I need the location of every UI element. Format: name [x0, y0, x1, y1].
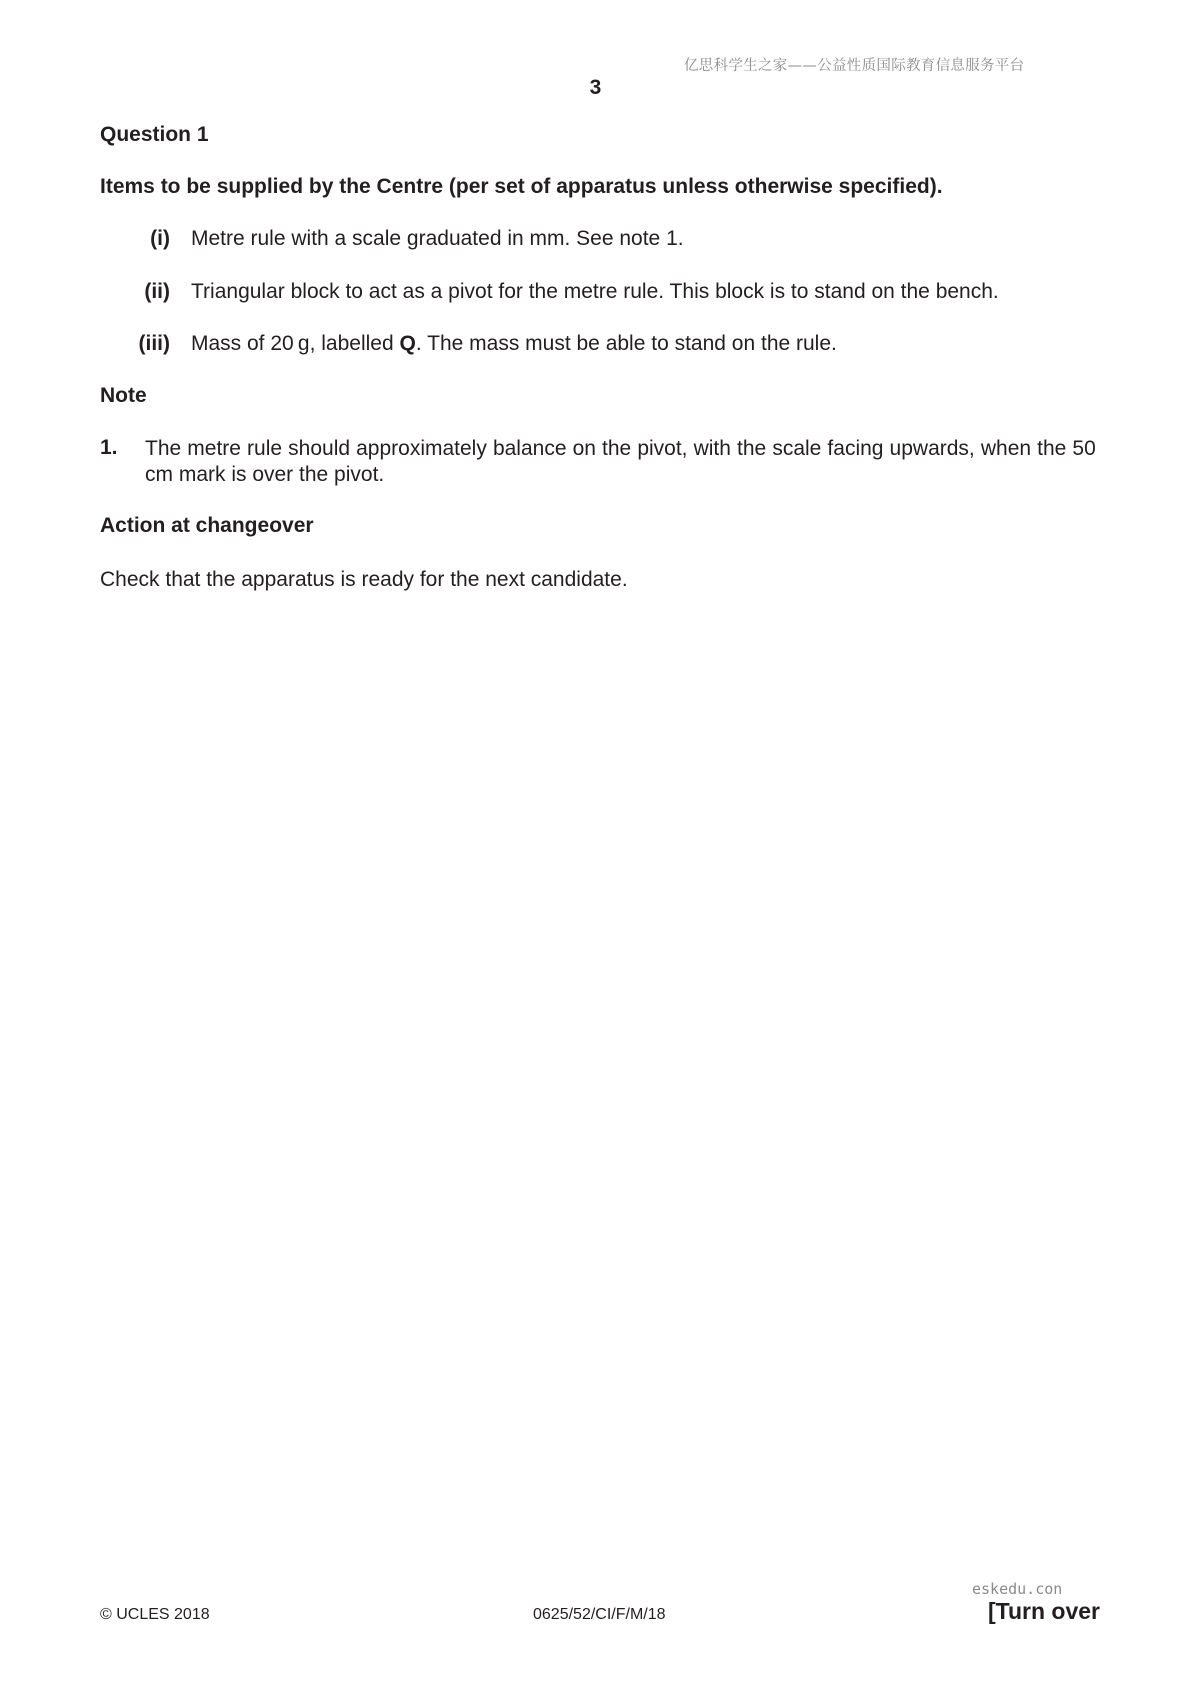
- item-text: Metre rule with a scale graduated in mm. See note 1.: [191, 227, 684, 250]
- watermark-bottom: eskedu.con: [972, 1580, 1063, 1598]
- changeover-heading: Action at changeover: [100, 514, 314, 537]
- note-heading: Note: [100, 384, 147, 407]
- item-text: [191, 332, 837, 356]
- item-number: (iii): [138, 332, 170, 355]
- note-number: 1.: [100, 436, 118, 459]
- item-number: (i): [150, 227, 170, 250]
- page-number: 3: [589, 76, 602, 99]
- changeover-text: Check that the apparatus is ready for the next candidate.: [100, 568, 628, 591]
- footer-copyright: © UCLES 2018: [100, 1606, 210, 1623]
- item-number: (ii): [144, 280, 170, 303]
- item-text-after: . The mass must be able to stand on the rule.: [415, 332, 837, 355]
- footer-paper-code: 0625/52/CI/F/M/18: [533, 1606, 666, 1623]
- mass-label-q: Q: [399, 332, 416, 355]
- item-text-before: Mass of 20 g, labelled: [191, 332, 400, 355]
- footer-turn-over: [Turn over: [987, 1598, 1100, 1624]
- question-title: Question 1: [100, 123, 209, 146]
- note-text: The metre rule should approximately balance on the pivot, with the scale facing upwards, when the 50 cm mark is over the pivot.: [145, 437, 1100, 486]
- items-heading: Items to be supplied by the Centre (per set of apparatus unless otherwise specified).: [100, 175, 943, 198]
- item-text: Triangular block to act as a pivot for the metre rule. This block is to stand on the bench.: [191, 280, 999, 303]
- watermark-top: 亿思科学生之家——公益性质国际教育信息服务平台: [684, 58, 1025, 74]
